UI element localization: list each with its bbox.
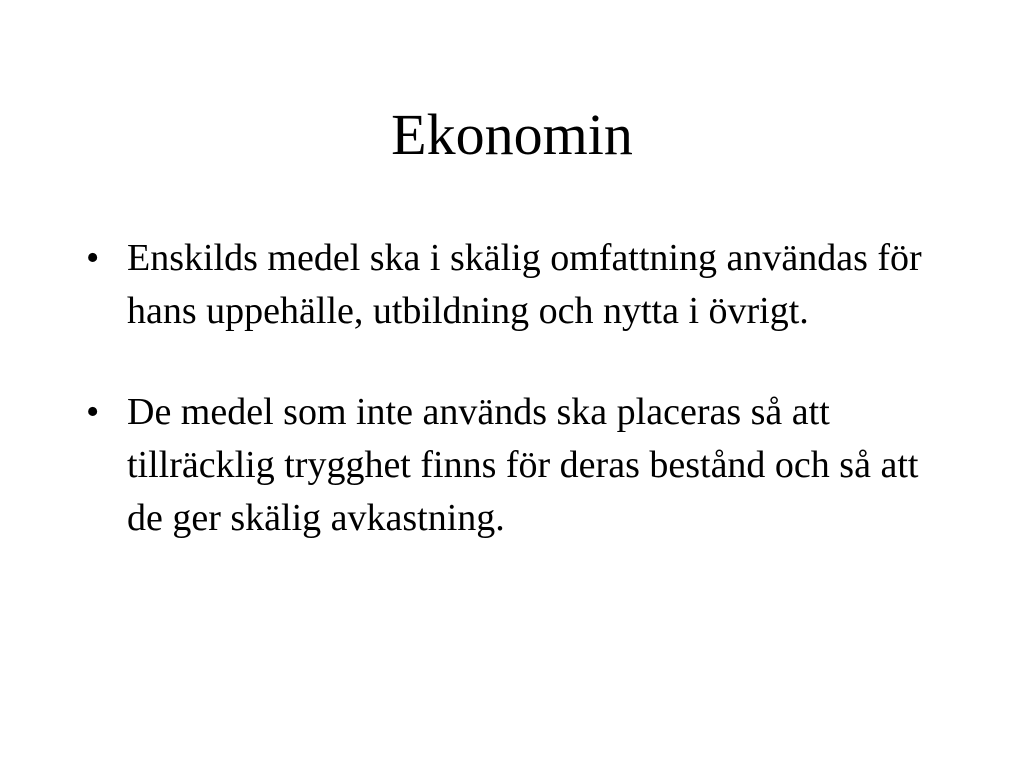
bullet-item xyxy=(82,232,962,338)
bullet-icon: • xyxy=(86,391,100,433)
bullet-icon: • xyxy=(86,237,100,279)
slide-title: Ekonomin xyxy=(391,102,633,167)
bullet-text: Enskilds medel ska i skälig omfattning användas för hans uppehälle, utbildning och nytta i övrigt. xyxy=(127,237,922,332)
bullet-text: De medel som inte används ska placeras så att tillräcklig trygghet finns för deras bestånd och så att de ger skälig avkastning. xyxy=(127,391,919,539)
bullet-list xyxy=(82,232,962,593)
bullet-item xyxy=(82,386,962,545)
